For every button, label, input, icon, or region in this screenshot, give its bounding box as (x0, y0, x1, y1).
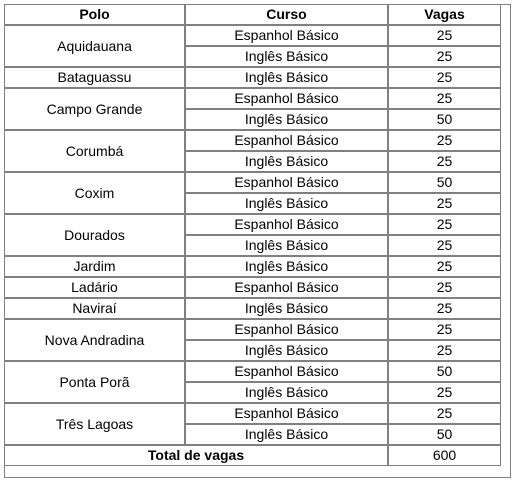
vagas-cell: 50 (388, 361, 501, 382)
table-row (4, 256, 501, 277)
table-row (4, 172, 501, 193)
polo-cell: Três Lagoas (4, 403, 185, 445)
vagas-cell: 50 (388, 109, 501, 130)
header-curso: Curso (185, 4, 388, 25)
polo-cell: Bataguassu (4, 67, 185, 88)
total-row (4, 445, 501, 466)
vagas-cell: 50 (388, 424, 501, 445)
total-label: Total de vagas (4, 445, 388, 466)
vagas-cell: 25 (388, 403, 501, 424)
polo-cell: Nova Andradina (4, 319, 185, 361)
header-polo: Polo (4, 4, 185, 25)
table-row (4, 403, 501, 424)
curso-cell: Inglês Básico (185, 67, 388, 88)
curso-cell: Espanhol Básico (185, 88, 388, 109)
polo-cell: Corumbá (4, 130, 185, 172)
curso-cell: Inglês Básico (185, 193, 388, 214)
polo-cell: Ponta Porã (4, 361, 185, 403)
curso-cell: Espanhol Básico (185, 172, 388, 193)
table-row (4, 25, 501, 46)
table-header-row (4, 4, 501, 25)
table-row (4, 130, 501, 151)
curso-cell: Inglês Básico (185, 340, 388, 361)
curso-cell: Espanhol Básico (185, 319, 388, 340)
total-value: 600 (388, 445, 501, 466)
vagas-cell: 25 (388, 256, 501, 277)
vagas-cell: 25 (388, 130, 501, 151)
vagas-table (4, 4, 501, 466)
curso-cell: Espanhol Básico (185, 403, 388, 424)
curso-cell: Inglês Básico (185, 46, 388, 67)
vagas-cell: 25 (388, 151, 501, 172)
vagas-cell: 25 (388, 382, 501, 403)
curso-cell: Espanhol Básico (185, 25, 388, 46)
vagas-cell: 50 (388, 172, 501, 193)
table-row (4, 277, 501, 298)
vagas-cell: 25 (388, 298, 501, 319)
vagas-cell: 25 (388, 277, 501, 298)
curso-cell: Inglês Básico (185, 298, 388, 319)
vagas-cell: 25 (388, 193, 501, 214)
curso-cell: Inglês Básico (185, 424, 388, 445)
polo-cell: Jardim (4, 256, 185, 277)
polo-cell: Ladário (4, 277, 185, 298)
curso-cell: Inglês Básico (185, 109, 388, 130)
table-row (4, 319, 501, 340)
vagas-cell: 25 (388, 67, 501, 88)
curso-cell: Espanhol Básico (185, 277, 388, 298)
curso-cell: Inglês Básico (185, 151, 388, 172)
curso-cell: Espanhol Básico (185, 361, 388, 382)
vagas-cell: 25 (388, 319, 501, 340)
vagas-cell: 25 (388, 46, 501, 67)
vagas-cell: 25 (388, 25, 501, 46)
vagas-cell: 25 (388, 88, 501, 109)
polo-cell: Campo Grande (4, 88, 185, 130)
table-row (4, 67, 501, 88)
polo-cell: Coxim (4, 172, 185, 214)
vagas-cell: 25 (388, 340, 501, 361)
curso-cell: Inglês Básico (185, 256, 388, 277)
polo-cell: Naviraí (4, 298, 185, 319)
curso-cell: Inglês Básico (185, 235, 388, 256)
curso-cell: Espanhol Básico (185, 214, 388, 235)
polo-cell: Dourados (4, 214, 185, 256)
table-row (4, 298, 501, 319)
header-vagas: Vagas (388, 4, 501, 25)
table-row (4, 361, 501, 382)
polo-cell: Aquidauana (4, 25, 185, 67)
vagas-cell: 25 (388, 214, 501, 235)
curso-cell: Espanhol Básico (185, 130, 388, 151)
vagas-cell: 25 (388, 235, 501, 256)
table-row (4, 88, 501, 109)
table-body (4, 25, 501, 445)
table-row (4, 214, 501, 235)
curso-cell: Inglês Básico (185, 382, 388, 403)
